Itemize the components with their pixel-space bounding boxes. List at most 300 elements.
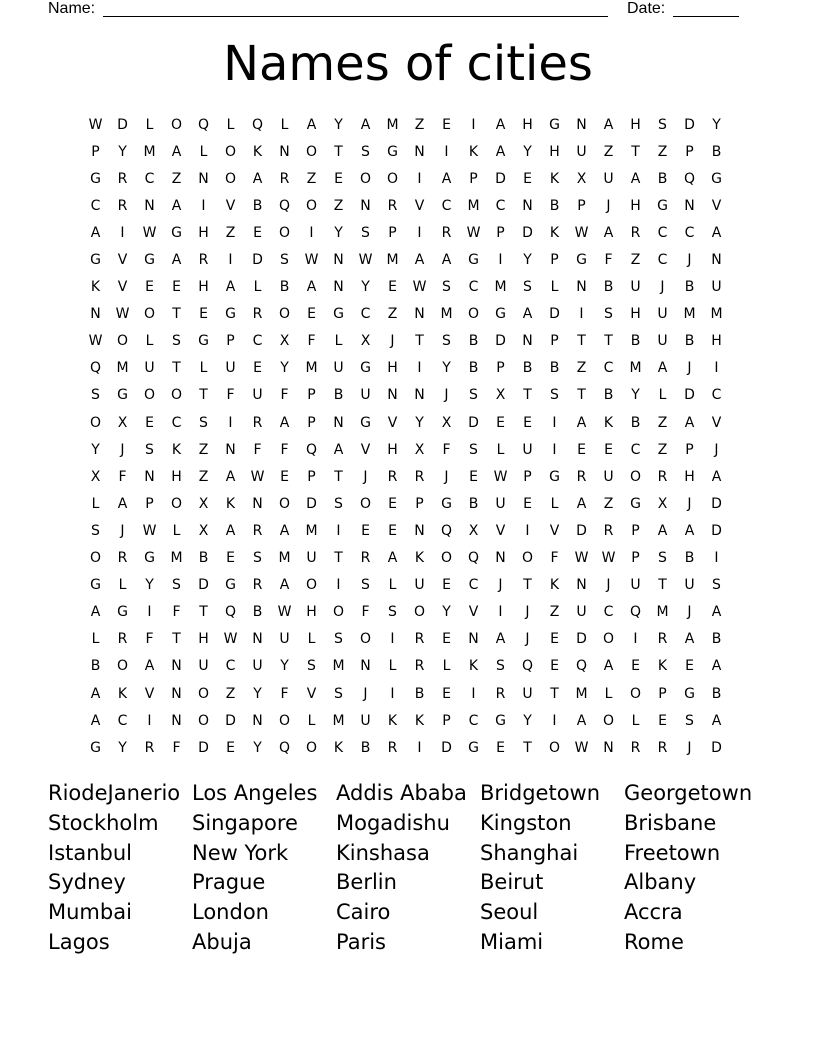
grid-letter: V [117, 252, 128, 269]
grid-letter: Z [333, 197, 344, 214]
grid-letter: R [414, 468, 425, 485]
grid-letter: S [604, 306, 613, 323]
word-bank-item: New York [192, 840, 289, 865]
grid-letter: V [225, 197, 236, 214]
grid-letter: G [90, 739, 101, 756]
grid-letter: V [360, 441, 371, 458]
grid-letter: D [252, 252, 263, 269]
grid-letter: S [469, 387, 478, 404]
word-bank-item: Sydney [48, 870, 126, 895]
grid-letter: P [91, 143, 100, 160]
word-bank-item: Rome [624, 929, 684, 954]
grid-letter: P [685, 143, 694, 160]
grid-letter: N [414, 387, 425, 404]
grid-letter: Q [575, 658, 588, 675]
grid-letter: F [280, 685, 289, 702]
grid-letter: A [171, 197, 182, 214]
grid-letter: U [252, 658, 263, 675]
grid-letter: A [576, 414, 587, 431]
grid-letter: K [117, 685, 128, 702]
grid-letter: T [604, 333, 613, 350]
grid-letter: L [172, 522, 181, 539]
grid-letter: Q [197, 116, 210, 133]
grid-letter: G [468, 739, 479, 756]
grid-letter: O [386, 170, 399, 187]
grid-letter: O [440, 550, 453, 567]
grid-letter: V [387, 414, 398, 431]
grid-letter: U [630, 577, 641, 594]
grid-letter: O [359, 495, 372, 512]
grid-letter: S [361, 577, 370, 594]
grid-letter: I [714, 360, 719, 377]
grid-letter: E [388, 279, 397, 296]
grid-letter: P [550, 252, 559, 269]
grid-letter: U [198, 658, 209, 675]
grid-letter: P [496, 224, 505, 241]
grid-letter: O [359, 631, 372, 648]
grid-letter: R [414, 631, 425, 648]
grid-letter: S [388, 604, 397, 621]
grid-letter: U [522, 685, 533, 702]
grid-letter: G [495, 306, 506, 323]
grid-letter: N [198, 170, 209, 187]
grid-letter: F [118, 468, 127, 485]
grid-letter: N [414, 143, 425, 160]
grid-letter: Z [603, 143, 614, 160]
grid-letter: D [441, 739, 452, 756]
grid-letter: Y [334, 116, 343, 133]
grid-letter: G [144, 550, 155, 567]
grid-letter: L [253, 279, 262, 296]
grid-letter: G [711, 170, 722, 187]
grid-letter: T [550, 685, 559, 702]
grid-letter: I [471, 685, 476, 702]
grid-letter: V [468, 604, 479, 621]
grid-letter: K [468, 658, 479, 675]
grid-letter: A [225, 468, 236, 485]
grid-letter: O [305, 739, 318, 756]
grid-letter: H [198, 631, 209, 648]
grid-letter: H [549, 143, 560, 160]
grid-letter: C [252, 333, 263, 350]
word-bank-item: Bridgetown [480, 781, 601, 805]
grid-letter: T [334, 468, 343, 485]
grid-letter: E [442, 631, 451, 648]
grid-letter: T [658, 577, 667, 594]
grid-letter: O [170, 495, 183, 512]
grid-letter: L [280, 116, 289, 133]
grid-letter: E [307, 306, 316, 323]
grid-letter: M [305, 360, 318, 377]
grid-letter: A [603, 224, 614, 241]
grid-letter: N [414, 306, 425, 323]
grid-letter: L [550, 495, 559, 512]
grid-letter: W [412, 279, 427, 296]
grid-letter: A [495, 143, 506, 160]
grid-letter: C [144, 170, 155, 187]
grid-letter: M [332, 712, 345, 729]
grid-letter: F [145, 631, 154, 648]
grid-row [82, 409, 730, 436]
grid-letter: I [498, 604, 503, 621]
grid-letter: W [466, 224, 481, 241]
grid-letter: I [417, 224, 422, 241]
grid-letter: B [198, 550, 209, 567]
grid-letter: Z [306, 170, 317, 187]
grid-letter: K [549, 224, 560, 241]
grid-letter: B [603, 279, 614, 296]
grid-letter: E [199, 306, 208, 323]
grid-letter: G [468, 252, 479, 269]
word-bank-item: London [192, 900, 269, 925]
grid-letter: C [90, 197, 101, 214]
grid-row [82, 328, 730, 355]
grid-letter: H [630, 306, 641, 323]
grid-letter: Z [198, 468, 209, 485]
grid-letter: N [333, 414, 344, 431]
grid-letter: O [278, 306, 291, 323]
grid-letter: A [711, 224, 722, 241]
grid-letter: B [333, 387, 344, 404]
grid-letter: B [468, 495, 479, 512]
grid-row [82, 219, 730, 246]
grid-letter: O [467, 306, 480, 323]
grid-letter: B [657, 170, 668, 187]
grid-letter: J [390, 333, 395, 350]
grid-letter: N [576, 116, 587, 133]
grid-letter: G [225, 577, 236, 594]
grid-letter: E [280, 468, 289, 485]
grid-letter: D [198, 739, 209, 756]
word-bank-item: RiodeJanerio [48, 781, 181, 805]
grid-letter: S [442, 279, 451, 296]
grid-letter: N [711, 252, 722, 269]
grid-letter: C [495, 197, 506, 214]
grid-letter: P [307, 414, 316, 431]
grid-letter: M [170, 550, 183, 567]
grid-letter: W [574, 739, 589, 756]
grid-letter: B [711, 143, 722, 160]
grid-letter: Z [225, 224, 236, 241]
grid-row [82, 138, 730, 165]
grid-letter: S [91, 387, 100, 404]
grid-letter: Z [630, 252, 641, 269]
grid-letter: R [144, 739, 155, 756]
grid-letter: E [442, 685, 451, 702]
grid-letter: U [576, 604, 587, 621]
grid-letter: M [305, 522, 318, 539]
grid-row [82, 653, 730, 680]
grid-letter: S [361, 224, 370, 241]
grid-letter: H [387, 441, 398, 458]
grid-letter: F [253, 441, 262, 458]
grid-letter: A [441, 170, 452, 187]
grid-letter: I [552, 712, 557, 729]
grid-letter: X [90, 468, 101, 485]
word-bank-item: Mogadishu [336, 810, 450, 835]
grid-letter: S [685, 712, 694, 729]
grid-letter: S [145, 441, 154, 458]
grid-letter: X [441, 414, 452, 431]
grid-letter: Q [224, 604, 237, 621]
grid-letter: A [441, 252, 452, 269]
grid-letter: U [360, 387, 371, 404]
letter-grid [82, 111, 730, 761]
grid-letter: N [144, 197, 155, 214]
grid-letter: B [468, 360, 479, 377]
grid-letter: N [90, 306, 101, 323]
grid-letter: Y [442, 360, 451, 377]
name-blank-line [103, 16, 608, 17]
grid-letter: A [144, 658, 155, 675]
word-bank-item: Abuja [192, 929, 252, 954]
grid-letter: G [90, 577, 101, 594]
grid-letter: Z [387, 306, 398, 323]
grid-letter: H [387, 360, 398, 377]
grid-letter: V [549, 522, 560, 539]
grid-letter: E [145, 414, 154, 431]
grid-letter: Y [118, 739, 127, 756]
grid-letter: V [495, 522, 506, 539]
grid-row [82, 707, 730, 734]
grid-letter: G [360, 414, 371, 431]
grid-letter: U [657, 333, 668, 350]
grid-letter: A [225, 279, 236, 296]
grid-letter: D [117, 116, 128, 133]
grid-letter: Y [145, 577, 154, 594]
grid-letter: F [604, 252, 613, 269]
grid-letter: J [120, 441, 125, 458]
grid-letter: U [225, 360, 236, 377]
grid-letter: I [552, 414, 557, 431]
grid-letter: A [333, 441, 344, 458]
grid-letter: B [468, 333, 479, 350]
grid-letter: Y [712, 116, 721, 133]
grid-letter: N [684, 197, 695, 214]
grid-letter: P [685, 441, 694, 458]
grid-letter: A [684, 522, 695, 539]
grid-letter: E [658, 712, 667, 729]
grid-letter: I [471, 116, 476, 133]
grid-letter: Q [521, 658, 534, 675]
grid-letter: I [714, 550, 719, 567]
grid-letter: R [630, 224, 641, 241]
grid-letter: P [442, 712, 451, 729]
grid-letter: R [657, 631, 668, 648]
grid-letter: T [199, 604, 208, 621]
grid-letter: P [658, 685, 667, 702]
grid-letter: F [442, 441, 451, 458]
grid-letter: B [252, 197, 263, 214]
grid-letter: N [414, 522, 425, 539]
word-bank-item: Shanghai [480, 840, 579, 865]
grid-letter: Z [603, 495, 614, 512]
word-bank-item: Singapore [192, 810, 298, 835]
grid-letter: Y [523, 143, 532, 160]
grid-letter: T [199, 387, 208, 404]
date-label: Date: [627, 0, 666, 17]
grid-row [82, 111, 730, 138]
grid-letter: O [143, 387, 156, 404]
grid-letter: C [630, 441, 641, 458]
grid-letter: I [228, 252, 233, 269]
grid-letter: I [201, 197, 206, 214]
word-bank-item: Berlin [336, 870, 397, 895]
grid-letter: N [333, 252, 344, 269]
grid-letter: D [711, 495, 722, 512]
grid-letter: V [711, 197, 722, 214]
grid-letter: M [116, 360, 129, 377]
grid-letter: S [172, 333, 181, 350]
grid-letter: W [601, 550, 616, 567]
grid-letter: O [629, 685, 642, 702]
grid-letter: A [711, 712, 722, 729]
grid-letter: E [496, 739, 505, 756]
grid-letter: O [170, 116, 183, 133]
grid-letter: F [550, 550, 559, 567]
grid-letter: W [304, 252, 319, 269]
grid-letter: B [279, 279, 290, 296]
grid-letter: K [549, 170, 560, 187]
grid-letter: Z [198, 441, 209, 458]
grid-letter: P [577, 197, 586, 214]
grid-letter: A [684, 631, 695, 648]
grid-letter: M [143, 143, 156, 160]
grid-letter: K [603, 414, 614, 431]
grid-letter: E [172, 279, 181, 296]
grid-letter: E [361, 522, 370, 539]
grid-letter: L [199, 360, 208, 377]
grid-letter: H [198, 279, 209, 296]
grid-letter: E [334, 170, 343, 187]
grid-letter: A [171, 252, 182, 269]
grid-letter: J [687, 252, 692, 269]
grid-letter: S [253, 550, 262, 567]
grid-letter: R [495, 685, 506, 702]
word-bank-item: Accra [624, 900, 683, 925]
grid-letter: O [170, 387, 183, 404]
grid-letter: W [574, 224, 589, 241]
grid-letter: K [414, 550, 425, 567]
grid-letter: A [225, 522, 236, 539]
grid-letter: E [523, 170, 532, 187]
grid-letter: G [198, 333, 209, 350]
grid-letter: I [417, 170, 422, 187]
grid-letter: A [711, 468, 722, 485]
grid-letter: L [145, 333, 154, 350]
grid-row [82, 517, 730, 544]
grid-letter: O [89, 550, 102, 567]
grid-letter: M [683, 306, 696, 323]
grid-letter: G [495, 712, 506, 729]
grid-letter: A [603, 658, 614, 675]
grid-letter: R [576, 468, 587, 485]
grid-letter: H [630, 116, 641, 133]
grid-letter: J [606, 197, 611, 214]
grid-letter: G [387, 143, 398, 160]
grid-letter: E [226, 739, 235, 756]
grid-letter: J [687, 604, 692, 621]
grid-row [82, 436, 730, 463]
grid-letter: N [144, 468, 155, 485]
grid-letter: J [687, 360, 692, 377]
word-bank-item: Stockholm [48, 810, 159, 835]
grid-letter: V [306, 685, 317, 702]
grid-letter: C [603, 360, 614, 377]
grid-letter: P [550, 333, 559, 350]
grid-letter: L [604, 685, 613, 702]
word-bank-item: Istanbul [48, 840, 133, 865]
date-blank-line [673, 16, 739, 17]
grid-letter: M [629, 360, 642, 377]
grid-row [82, 545, 730, 572]
grid-letter: L [91, 631, 100, 648]
grid-letter: W [142, 224, 157, 241]
grid-letter: A [711, 604, 722, 621]
grid-letter: A [279, 522, 290, 539]
grid-letter: C [468, 577, 479, 594]
grid-letter: N [333, 279, 344, 296]
grid-letter: O [305, 197, 318, 214]
grid-letter: U [603, 170, 614, 187]
grid-letter: A [657, 360, 668, 377]
grid-letter: X [198, 522, 209, 539]
grid-letter: A [387, 550, 398, 567]
grid-letter: W [277, 604, 292, 621]
grid-letter: U [630, 279, 641, 296]
grid-letter: I [147, 712, 152, 729]
word-bank-item: Brisbane [624, 810, 717, 835]
grid-row [82, 301, 730, 328]
grid-letter: N [576, 279, 587, 296]
grid-letter: A [630, 170, 641, 187]
grid-letter: N [171, 712, 182, 729]
grid-letter: T [523, 577, 532, 594]
grid-letter: B [711, 685, 722, 702]
grid-row [82, 355, 730, 382]
grid-letter: Y [280, 658, 289, 675]
grid-letter: C [468, 279, 479, 296]
grid-letter: E [253, 360, 262, 377]
grid-letter: W [88, 333, 103, 350]
grid-letter: N [468, 631, 479, 648]
grid-letter: K [657, 658, 668, 675]
grid-letter: J [525, 604, 530, 621]
grid-letter: D [711, 739, 722, 756]
word-bank-item: Georgetown [624, 781, 753, 805]
grid-letter: C [117, 712, 128, 729]
grid-letter: X [495, 387, 506, 404]
grid-letter: L [307, 631, 316, 648]
grid-letter: R [603, 522, 614, 539]
grid-letter: J [687, 739, 692, 756]
grid-letter: G [549, 468, 560, 485]
grid-letter: P [388, 224, 397, 241]
grid-letter: G [333, 306, 344, 323]
grid-letter: F [280, 387, 289, 404]
grid-letter: P [307, 387, 316, 404]
grid-letter: F [280, 441, 289, 458]
grid-letter: S [469, 441, 478, 458]
grid-letter: G [549, 116, 560, 133]
grid-letter: B [630, 333, 641, 350]
grid-letter: I [228, 414, 233, 431]
grid-letter: S [658, 550, 667, 567]
grid-letter: X [468, 522, 479, 539]
grid-letter: G [171, 224, 182, 241]
grid-letter: K [90, 279, 101, 296]
grid-letter: E [523, 414, 532, 431]
